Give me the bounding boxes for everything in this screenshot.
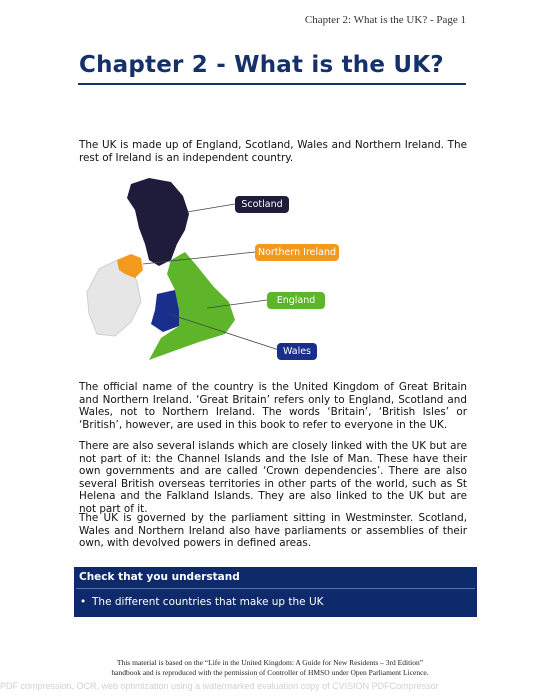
scotland-leader xyxy=(187,204,235,212)
check-box-divider xyxy=(76,588,475,589)
running-header: Chapter 2: What is the UK? - Page 1 xyxy=(304,14,466,26)
intro-paragraph: The UK is made up of England, Scotland, Wales and Northern Ireland. The rest of Ireland is an independent country. xyxy=(79,139,467,164)
check-understanding-box xyxy=(74,567,477,617)
wales-shape xyxy=(151,290,179,332)
wales-label: Wales xyxy=(277,343,317,360)
northern-ireland-label: Northern Ireland xyxy=(255,244,339,261)
check-box-title: Check that you understand xyxy=(79,571,240,583)
scotland-shape xyxy=(127,178,189,266)
check-item-text: The different countries that make up the UK xyxy=(92,596,324,608)
islands-paragraph: There are also several islands which are closely linked with the UK but are not part of it: the Channel Islands and the Isle of Man. These have their own governments and are called ‘Crown dependencies’. There are also several British overseas territories in other parts of the world, such as St Helena and the Falkland Islands. They are also linked to the UK but are not part of it. xyxy=(79,440,467,515)
title-rule xyxy=(78,83,466,85)
check-list-item xyxy=(80,596,324,608)
footer-line-1: This material is based on the “Life in the United Kingdom: A Guide for New Residents – 3rd Edition” xyxy=(116,658,424,667)
page-footer xyxy=(60,658,480,678)
official-name-paragraph: The official name of the country is the United Kingdom of Great Britain and Northern Ireland. ‘Great Britain’ refers only to England, Scotland and Wales, not to Northern Ireland. The words ‘Britain’, ‘British Isles’ or ‘British’, however, are used in this book to refer to everyone in the UK. xyxy=(79,381,467,431)
chapter-title: Chapter 2 - What is the UK? xyxy=(79,52,444,78)
england-label: England xyxy=(267,292,325,309)
scotland-label: Scotland xyxy=(235,196,289,213)
bullet-icon: • xyxy=(80,596,87,608)
footer-line-2: handbook and is reproduced with the permission of Controller of HMSO under Open Parliament Licence. xyxy=(111,668,429,677)
governance-paragraph: The UK is governed by the parliament sitting in Westminster. Scotland, Wales and Northern Ireland also have parliaments or assemblies of their own, with devolved powers in defined areas. xyxy=(79,512,467,550)
uk-map-image xyxy=(79,174,359,369)
watermark: PDF compression, OCR, web optimization using a watermarked evaluation copy of CVISION PDFCompressor xyxy=(0,681,439,691)
uk-map-figure xyxy=(79,174,359,369)
